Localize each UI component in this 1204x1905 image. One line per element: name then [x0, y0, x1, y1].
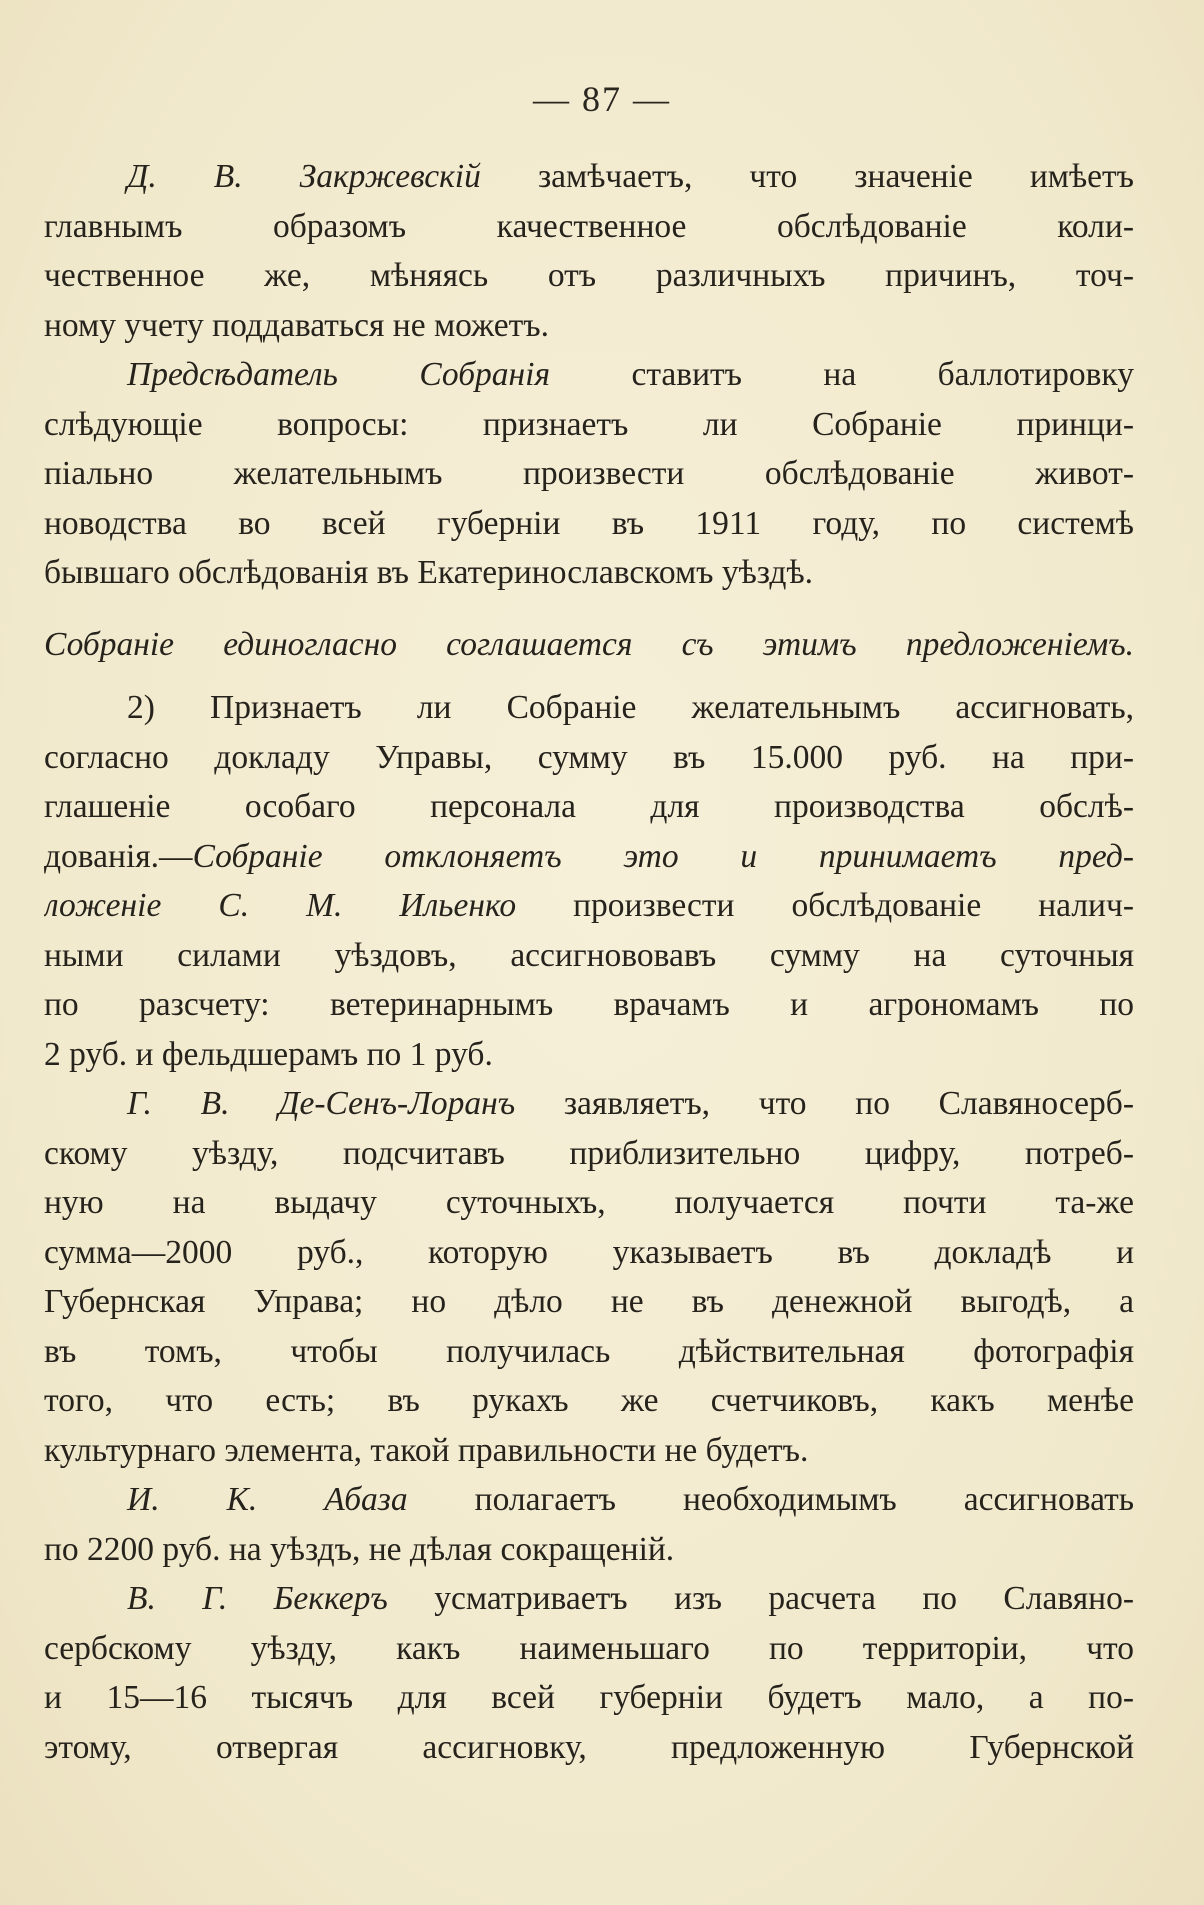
text-segment: бывшаго обслѣдованія въ Екатеринославскомъ уѣздѣ. — [44, 554, 814, 591]
text-line — [44, 1723, 1134, 1773]
text-segment: усматриваетъ изъ расчета по Славяно- — [387, 1580, 1134, 1617]
text-segment: ную на выдачу суточныхъ, получается почти та-же — [44, 1184, 1134, 1221]
text-line — [44, 1475, 1134, 1525]
text-line — [44, 782, 1134, 832]
text-segment: по разсчету: ветеринарнымъ врачамъ и агрономамъ по — [44, 986, 1134, 1023]
text-line — [44, 1030, 1134, 1080]
text-line — [44, 1426, 1134, 1476]
text-segment: глашеніе особаго персонала для производства обслѣ- — [44, 788, 1134, 825]
italic-text-segment: Г. В. Де-Сенъ-Лоранъ — [127, 1085, 516, 1122]
text-segment: согласно докладу Управы, сумму въ 15.000 руб. на при- — [44, 738, 1134, 776]
text-segment: 2 руб. и фельдшерамъ по 1 руб. — [44, 1035, 493, 1073]
text-line — [44, 1228, 1134, 1278]
text-segment: новодства во всей губерніи въ 1911 году, по системѣ — [44, 504, 1134, 542]
italic-text-segment: Предсѣдатель Собранія — [127, 356, 551, 393]
text-line — [44, 350, 1134, 400]
text-segment: въ томъ, чтобы получилась дѣйствительная фотографія — [44, 1332, 1134, 1370]
italic-text-segment: В. Г. Беккеръ — [127, 1580, 388, 1617]
text-line — [44, 832, 1134, 882]
text-line — [44, 548, 1134, 598]
text-segment: скому уѣзду, подсчитавъ приблизительно цифру, потреб- — [44, 1134, 1134, 1172]
text-segment: того, что есть; въ рукахъ же счетчиковъ, какъ менѣе — [44, 1382, 1134, 1419]
text-line — [44, 1376, 1134, 1426]
text-segment: этому, отвергая ассигновку, предложенную Губернской — [44, 1728, 1134, 1766]
body-text — [44, 152, 1134, 1772]
text-segment: піально желательнымъ произвести обслѣдованіе живот- — [44, 455, 1134, 492]
page-number: — 87 — — [533, 79, 671, 119]
text-line — [44, 931, 1134, 981]
italic-text-segment: И. К. Абаза — [127, 1481, 408, 1518]
text-segment: полагаетъ необходимымъ ассигновать — [407, 1481, 1134, 1518]
text-segment: ными силами уѣздовъ, ассигнововавъ сумму на суточныя — [44, 936, 1134, 974]
text-line — [44, 1525, 1134, 1575]
text-line — [44, 301, 1134, 351]
text-line — [44, 1327, 1134, 1377]
italic-text-segment: Собраніе единогласно соглашается съ этимъ предложеніемъ. — [44, 625, 1134, 663]
italic-text-segment: ложеніе С. М. Ильенко — [44, 887, 517, 924]
text-line — [44, 683, 1134, 733]
text-line — [44, 1178, 1134, 1228]
text-line — [44, 1624, 1134, 1674]
text-segment: произвести обслѣдованіе налич- — [516, 887, 1134, 924]
text-segment: дованія.— — [44, 837, 193, 875]
text-segment: ному учету поддаваться не можетъ. — [44, 306, 549, 344]
text-line — [44, 1673, 1134, 1723]
text-segment: слѣдующіе вопросы: признаетъ ли Собраніе принци- — [44, 405, 1134, 443]
text-segment: сербскому уѣзду, какъ наименьшаго по территоріи, что — [44, 1629, 1134, 1667]
text-segment: культурнаго элемента, такой правильности не будетъ. — [44, 1431, 809, 1469]
text-line — [44, 400, 1134, 450]
text-segment: замѣчаетъ, что значеніе имѣетъ — [480, 158, 1134, 195]
text-segment: сумма—2000 руб., которую указываетъ въ докладѣ и — [44, 1233, 1134, 1271]
text-line — [44, 251, 1134, 301]
text-segment: ставитъ на баллотировку — [550, 356, 1134, 393]
text-line — [44, 499, 1134, 549]
text-line — [44, 1079, 1134, 1129]
text-line — [44, 620, 1134, 670]
text-segment: главнымъ образомъ качественное обслѣдованіе коли- — [44, 207, 1134, 245]
text-line — [44, 1129, 1134, 1179]
text-segment: по 2200 руб. на уѣздъ, не дѣлая сокращеній. — [44, 1530, 675, 1568]
text-line — [44, 1277, 1134, 1327]
text-segment: 2) Признаетъ ли Собраніе желательнымъ ассигновать, — [127, 689, 1134, 726]
italic-text-segment: Д. В. Закржевскій — [127, 158, 481, 195]
text-line — [44, 1574, 1134, 1624]
text-line — [44, 980, 1134, 1030]
text-segment: чественное же, мѣняясь отъ различныхъ причинъ, точ- — [44, 257, 1134, 294]
text-line — [44, 733, 1134, 783]
italic-text-segment: Собраніе отклоняетъ это и принимаетъ пред- — [192, 837, 1134, 875]
text-line — [44, 881, 1134, 931]
text-segment: Губернская Управа; но дѣло не въ денежной выгодѣ, а — [44, 1283, 1134, 1320]
text-segment: заявляетъ, что по Славяносерб- — [515, 1085, 1134, 1122]
text-line — [44, 449, 1134, 499]
text-line — [44, 152, 1134, 202]
text-line — [44, 202, 1134, 252]
text-segment: и 15—16 тысячъ для всей губерніи будетъ мало, а по- — [44, 1679, 1134, 1716]
